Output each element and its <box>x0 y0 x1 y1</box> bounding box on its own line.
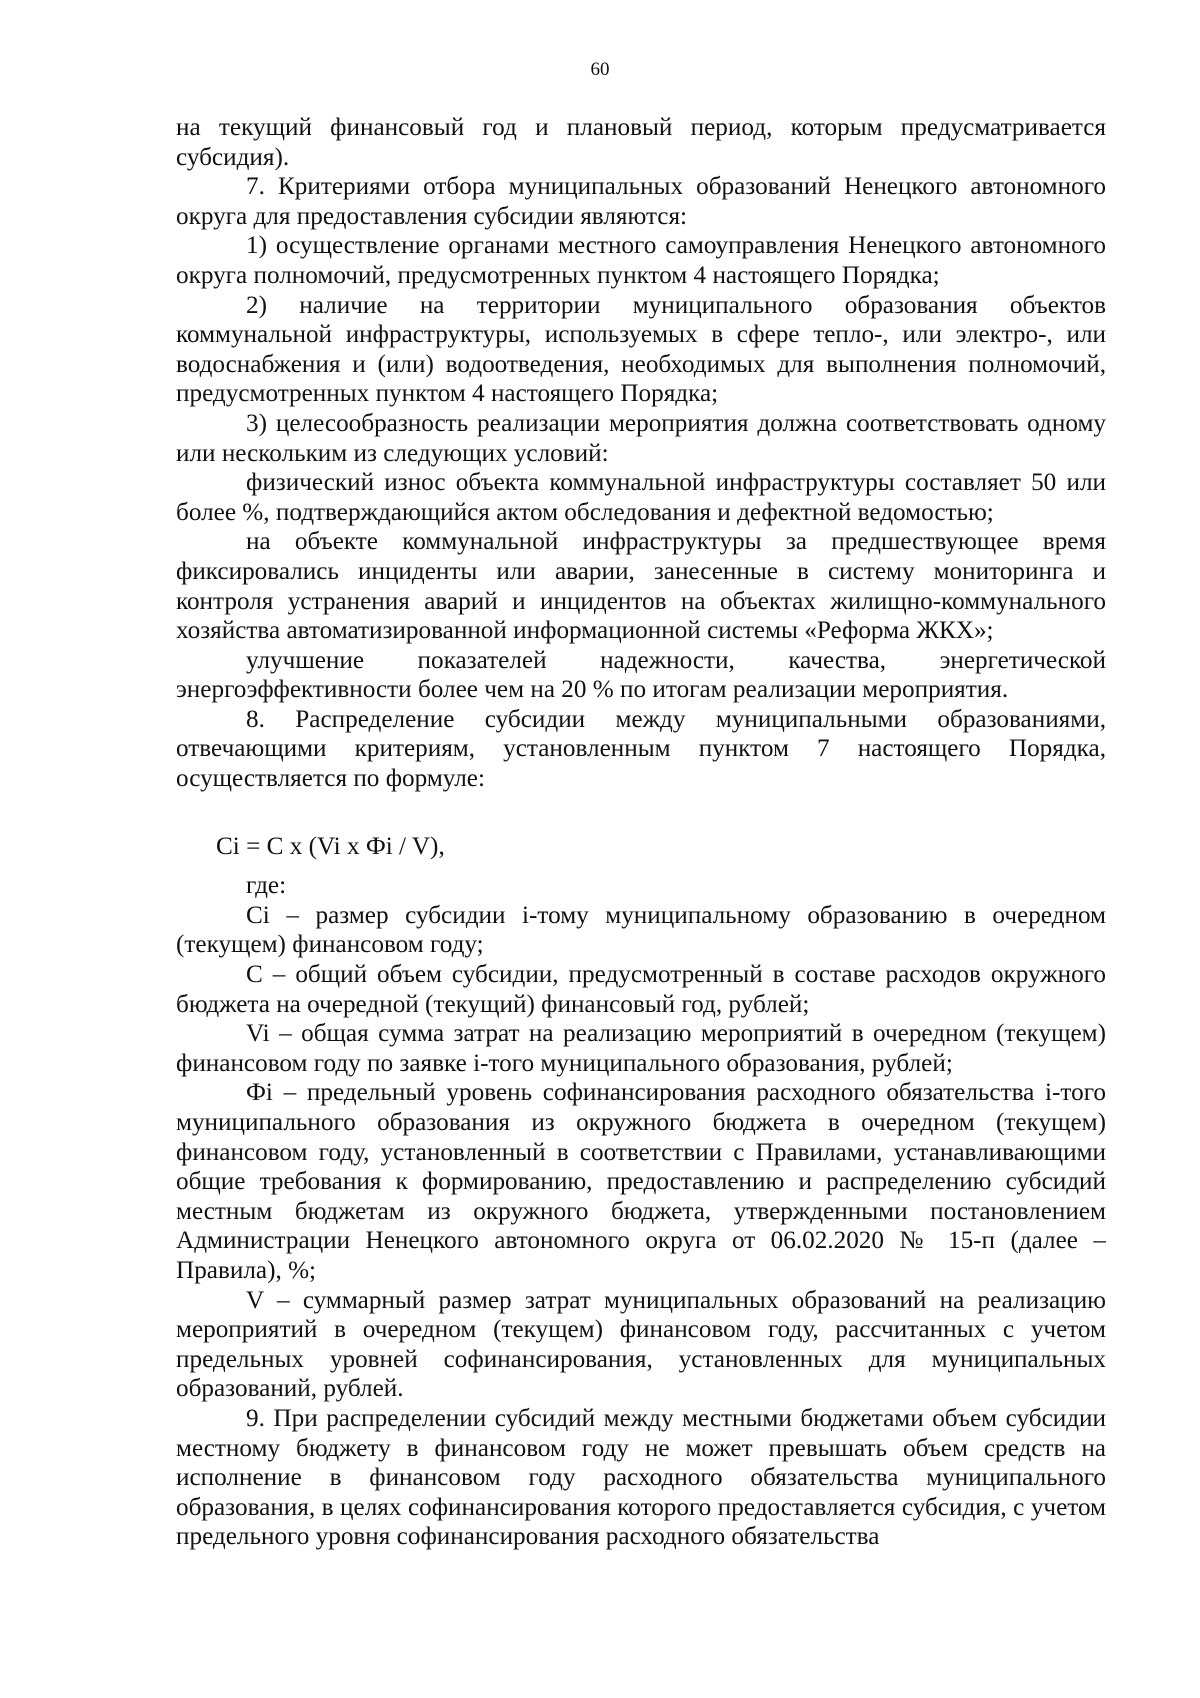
paragraph-item-8: 8. Распределение субсидии между муниципальными образованиями, отвечающими критериям, установленным пунктом 7 настоящего Порядка, осуществляется по формуле: <box>176 705 1106 793</box>
distribution-formula: Ci = C x (Vi x Фi / V), <box>216 832 445 860</box>
paragraph-criterion-1: 1) осуществление органами местного самоуправления Ненецкого автономного округа полномочий, предусмотренных пунктом 4 настоящего Порядка; <box>176 232 1106 289</box>
paragraph-item-7: 7. Критериями отбора муниципальных образований Ненецкого автономного округа для предоставления субсидии являются: <box>176 173 1106 230</box>
paragraph-def-c: C – общий объем субсидии, предусмотренный в составе расходов окружного бюджета на очередной (текущий) финансовый год, рублей; <box>176 961 1106 1018</box>
paragraph-condition-wear: физический износ объекта коммунальной инфраструктуры составляет 50 или более %, подтверждающийся актом обследования и дефектной ведомостью; <box>176 469 1106 526</box>
paragraph-def-fi: Фi – предельный уровень софинансирования расходного обязательства i-того муниципального образования из окружного бюджета в очередном (текущем) финансовом году, установленный в соответствии с Правилами, устанавливающими общие требования к формированию, предоставлению и распределению субсидий местным бюджетам из окружного бюджета, утвержденными постановлением Администрации Ненецкого автономного округа от 06.02.2020 № 15-п (далее – Правила), %; <box>176 1079 1106 1284</box>
paragraph-def-ci: Ci – размер субсидии i-тому муниципальному образованию в очередном (текущем) финансовом году; <box>176 901 1106 959</box>
paragraph-condition-incidents: на объекте коммунальной инфраструктуры за предшествующее время фиксировались инциденты или аварии, занесенные в систему мониторинга и контроля устранения аварий и инцидентов на объектах жилищно-коммунального хозяйства автоматизированной информационной системы «Реформа ЖКХ»; <box>176 528 1106 645</box>
paragraph-criterion-3: 3) целесообразность реализации мероприятия должна соответствовать одному или нескольким из следующих условий: <box>176 409 1106 467</box>
paragraph-def-v: V – суммарный размер затрат муниципальных образований на реализацию мероприятий в очередном (текущем) финансовом году, рассчитанных с учетом предельных уровней софинансирования, установленных для муниципальных образований, рублей. <box>176 1286 1106 1403</box>
paragraph-condition-efficiency: улучшение показателей надежности, качества, энергетической энергоэффективности более чем на 20 % по итогам реализации мероприятия. <box>176 646 1106 704</box>
paragraph-where: где: <box>246 872 287 900</box>
document-body <box>176 113 1106 1552</box>
page-number: 60 <box>590 59 610 80</box>
paragraph-continuation: на текущий финансовый год и плановый период, которым предусматривается субсидия). <box>176 114 1106 171</box>
paragraph-item-9: 9. При распределении субсидий между местными бюджетами объем субсидии местному бюджету в финансовом году не может превышать объем средств на исполнение в финансовом году расходного обязательства муниципального образования, в целях софинансирования которого предоставляется субсидия, с учетом предельного уровня софинансирования расходного обязательства <box>176 1404 1106 1551</box>
paragraph-criterion-2: 2) наличие на территории муниципального образования объектов коммунальной инфраструктуры, используемых в сфере тепло-, или электро-, или водоснабжения и (или) водоотведения, необходимых для выполнения полномочий, предусмотренных пунктом 4 настоящего Порядка; <box>176 291 1106 408</box>
paragraph-def-vi: Vi – общая сумма затрат на реализацию мероприятий в очередном (текущем) финансовом году по заявке i-того муниципального образования, рублей; <box>176 1020 1106 1077</box>
